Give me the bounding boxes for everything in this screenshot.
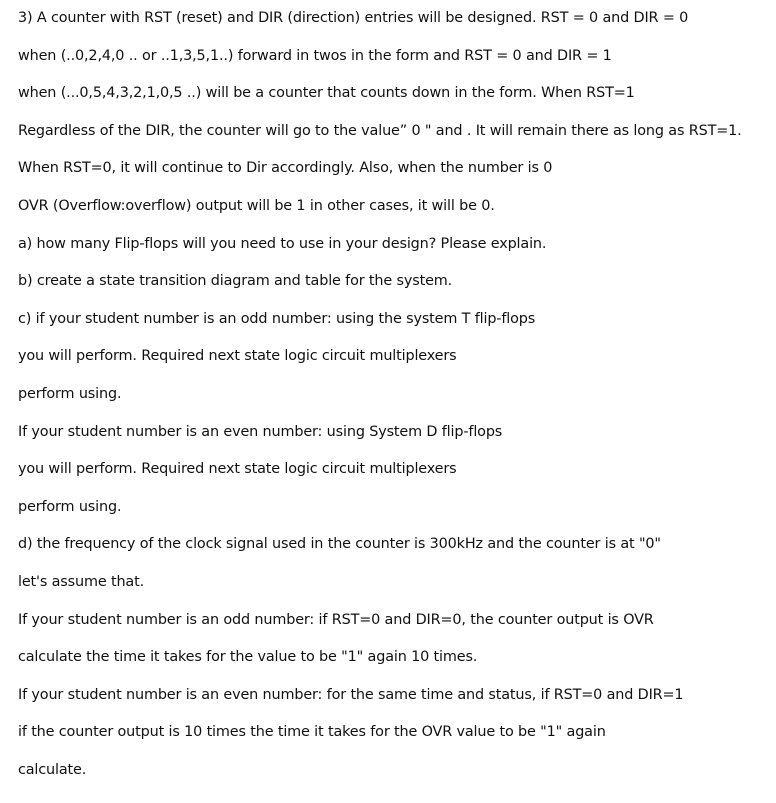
question-d-even: If your student number is an even number: for the same time and status, if RST=0 and DIR=1	[18, 686, 684, 703]
problem-statement-line: When RST=0, it will continue to Dir accordingly. Also, when the number is 0	[18, 160, 553, 177]
question-d-even-line: if the counter output is 10 times the time it takes for the OVR value to be "1" again	[18, 724, 606, 741]
question-a: a) how many Flip-flops will you need to use in your design? Please explain.	[18, 235, 547, 252]
question-c-even: If your student number is an even number: using System D flip-flops	[18, 423, 503, 440]
question-d-odd: If your student number is an odd number: if RST=0 and DIR=0, the counter output is OVR	[18, 611, 654, 628]
question-c: c) if your student number is an odd number: using the system T flip-flops	[18, 310, 536, 327]
problem-statement-line: when (..0,2,4,0 .. or ..1,3,5,1..) forward in twos in the form and RST = 0 and DIR = 1	[18, 47, 612, 64]
question-d-even-line: calculate.	[18, 761, 87, 778]
problem-statement-line: 3) A counter with RST (reset) and DIR (direction) entries will be designed. RST = 0 and DIR = 0	[18, 10, 689, 26]
problem-document	[18, 0, 776, 789]
question-d-odd-line: calculate the time it takes for the value to be "1" again 10 times.	[18, 649, 478, 666]
question-c-even-line: you will perform. Required next state logic circuit multiplexers	[18, 461, 457, 478]
question-d: d) the frequency of the clock signal used in the counter is 300kHz and the counter is at "0"	[18, 536, 661, 553]
problem-statement-line: Regardless of the DIR, the counter will go to the value” 0 " and . It will remain there as long as RST=1.	[18, 122, 742, 139]
question-b: b) create a state transition diagram and table for the system.	[18, 273, 453, 290]
question-d-line: let's assume that.	[18, 573, 145, 590]
question-c-even-line: perform using.	[18, 498, 122, 515]
question-c-line: perform using.	[18, 385, 122, 402]
problem-statement-line: when (...0,5,4,3,2,1,0,5 ..) will be a counter that counts down in the form. When RST=1	[18, 85, 635, 102]
question-c-line: you will perform. Required next state logic circuit multiplexers	[18, 348, 457, 365]
problem-statement-line: OVR (Overflow:overflow) output will be 1 in other cases, it will be 0.	[18, 197, 495, 214]
